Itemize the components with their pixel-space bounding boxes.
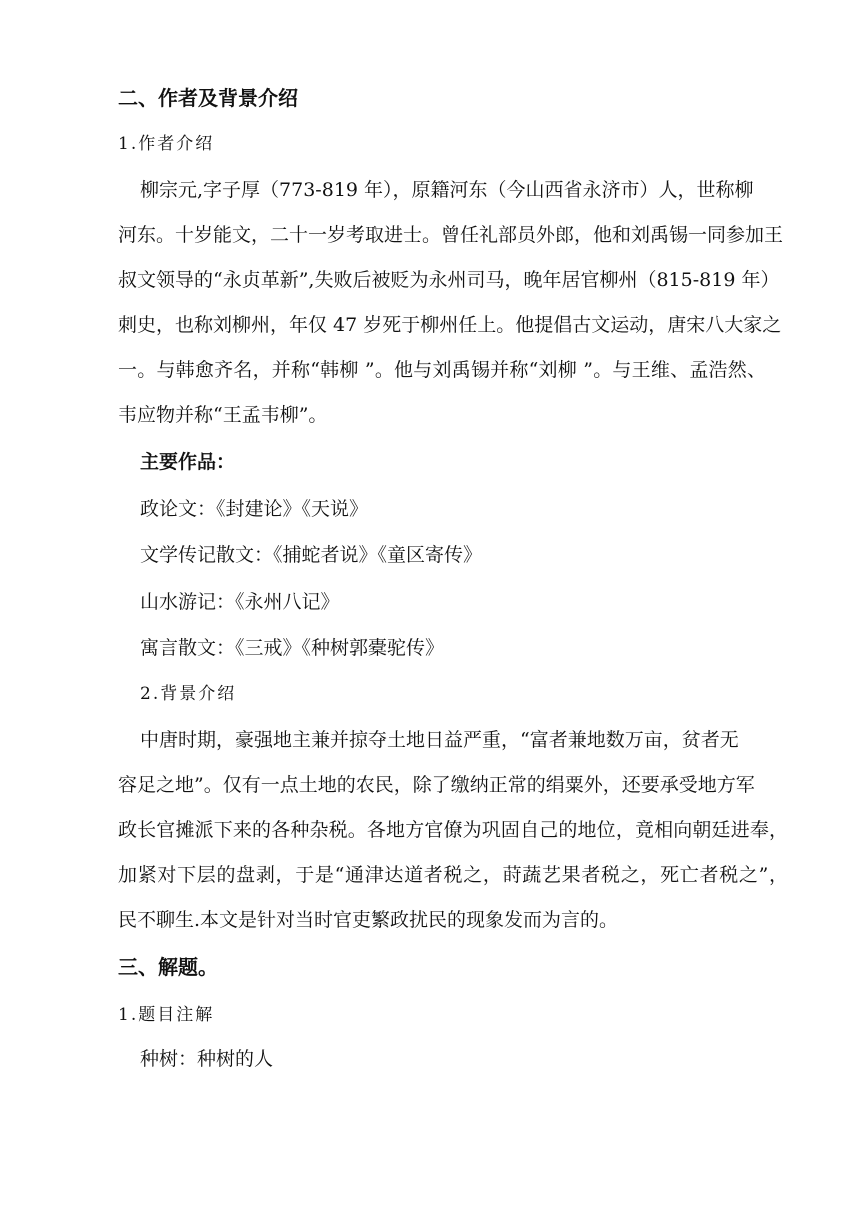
subheading-title-notes: 1.题目注解 xyxy=(118,1005,215,1025)
section-heading-author-background: 二、作者及背景介绍 xyxy=(118,86,298,110)
works-item: 政论文：《封建论》《天说》 xyxy=(140,498,369,520)
subheading-author-intro: 1.作者介绍 xyxy=(118,134,215,154)
paragraph-line: 一。与韩愈齐名，并称“韩柳 ”。他与刘禹锡并称“刘柳 ”。与王维、孟浩然、 xyxy=(118,359,766,381)
paragraph-line: 民不聊生.本文是针对当时官吏繁政扰民的现象发而为言的。 xyxy=(118,909,619,931)
paragraph-line: 容足之地”。仅有一点土地的农民，除了缴纳正常的绢粟外，还要承受地方军 xyxy=(118,774,755,796)
paragraph-line: 政长官摊派下来的各种杂税。各地方官僚为巩固自己的地位，竟相向朝廷进奉， xyxy=(118,819,788,841)
paragraph-line: 刺史，也称刘柳州，年仅 47 岁死于柳州任上。他提倡古文运动，唐宋八大家之 xyxy=(118,314,782,336)
title-note: 种树：种树的人 xyxy=(140,1048,274,1070)
works-heading: 主要作品： xyxy=(140,451,236,473)
paragraph-line: 柳宗元,字子厚（773-819 年），原籍河东（今山西省永济市）人，世称柳 xyxy=(140,179,754,201)
works-item: 文学传记散文：《捕蛇者说》《童区寄传》 xyxy=(140,544,483,566)
works-item: 寓言散文：《三戒》《种树郭橐驼传》 xyxy=(140,637,445,659)
paragraph-line: 韦应物并称“王孟韦柳”。 xyxy=(118,404,328,426)
works-item: 山水游记：《永州八记》 xyxy=(140,591,340,613)
paragraph-line: 中唐时期，豪强地主兼并掠夺土地日益严重，“富者兼地数万亩，贫者无 xyxy=(140,729,739,751)
paragraph-line: 加紧对下层的盘剥，于是“通津达道者税之，莳蔬艺果者税之，死亡者税之”， xyxy=(118,864,788,886)
paragraph-line: 叔文领导的“永贞革新”,失败后被贬为永州司马，晚年居官柳州（815-819 年） xyxy=(118,269,780,291)
paragraph-line: 河东。十岁能文，二十一岁考取进士。曾任礼部员外郎，他和刘禹锡一同参加王 xyxy=(118,224,784,246)
subheading-background-intro: 2.背景介绍 xyxy=(140,684,237,704)
section-heading-title-explanation: 三、解题。 xyxy=(118,955,218,979)
